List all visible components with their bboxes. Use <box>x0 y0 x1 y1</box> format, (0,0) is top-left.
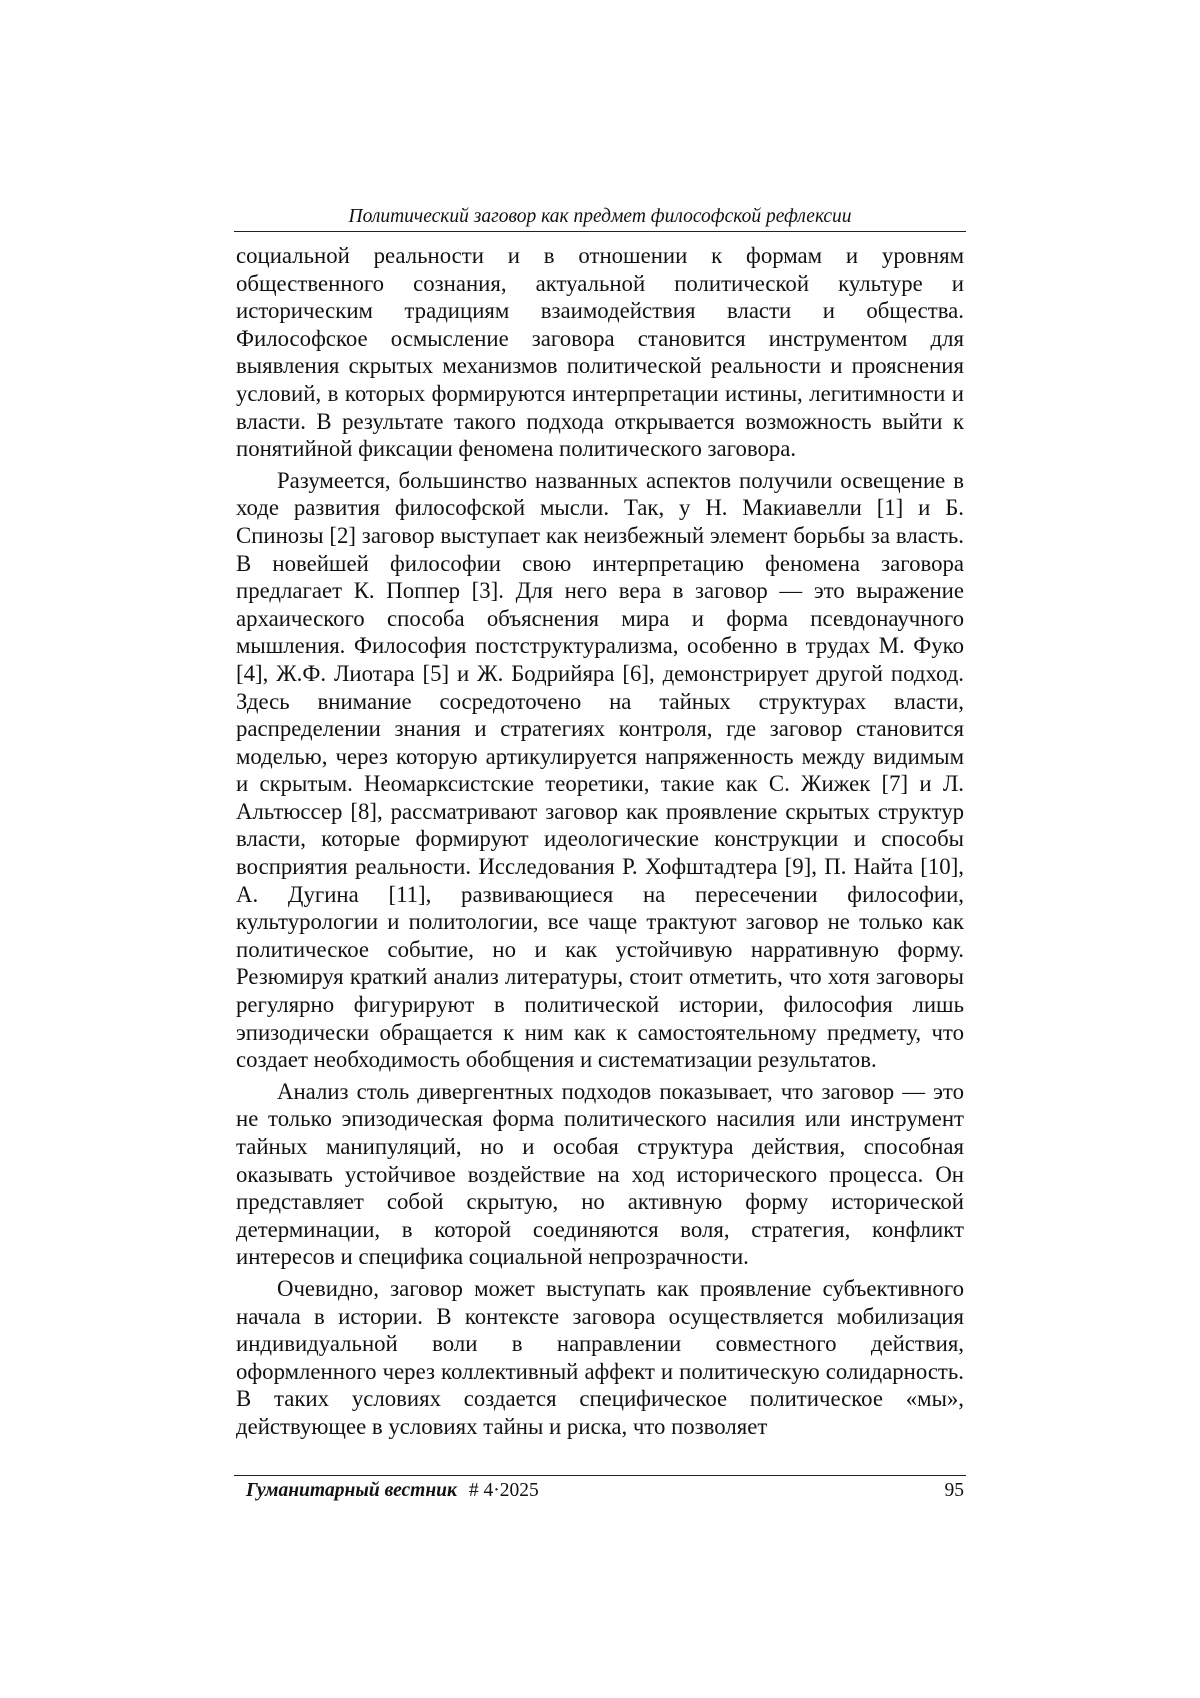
issue-number: # 4·2025 <box>468 1480 539 1501</box>
page-number: 95 <box>944 1480 964 1501</box>
running-header: Политический заговор как предмет философской рефлексии <box>348 206 852 227</box>
paragraph-2: Разумеется, большинство названных аспектов получили освещение в ходе развития философской мысли. Так, у Н. Макиавелли [1] и Б. Спинозы [2] заговор выступает как неизбежный элемент борьбы за власть. В новейшей философии свою интерпретацию феномена заговора предлагает К. Поппер [3]. Для него вера в заговор — это выражение архаического способа объяснения мира и форма псевдонаучного мышления. Философия постструктурализма, особенно в трудах М. Фуко [4], Ж.Ф. Лиотара [5] и Ж. Бодрийяра [6], демонстрирует другой подход. Здесь внимание сосредоточено на тайных структурах власти, распределении знания и стратегиях контроля, где заговор становится моделью, через которую артикулируется напряженность между видимым и скрытым. Неомарксистские теоретики, такие как С. Жижек [7] и Л. Альтюссер [8], рассматривают заговор как проявление скрытых структур власти, которые формируют идеологические конструкции и способы восприятия реальности. Исследования Р. Хофштадтера [9], П. Найта [10], А. Дугина [11], развивающиеся на пересечении философии, культурологии и политологии, все чаще трактуют заговор не только как политическое событие, но и как устойчивую нарративную форму. Резюмируя краткий анализ литературы, стоит отметить, что хотя заговоры регулярно фигурируют в политической истории, философия лишь эпизодически обращается к ним как к самостоятельному предмету, что создает необходимость обобщения и систематизации результатов. <box>236 467 964 1073</box>
paragraph-1: социальной реальности и в отношении к формам и уровням общественного сознания, актуальной политической культуре и историческим традициям взаимодействия власти и общества. Философское осмысление заговора становится инструментом для выявления скрытых механизмов политической реальности и прояснения условий, в которых формируются интерпретации истины, легитимности и власти. В результате такого подхода открывается возможность выйти к понятийной фиксации феномена политического заговора. <box>236 243 964 462</box>
page-footer <box>246 1479 964 1503</box>
article-body <box>236 242 964 1441</box>
paragraph-4: Очевидно, заговор может выступать как проявление субъективного начала в истории. В контексте заговора осуществляется мобилизация индивидуальной воли в направлении совместного действия, оформленного через коллективный аффект и политическую солидарность. В таких условиях создается специфическое политическое «мы», действующее в условиях тайны и риска, что позволяет <box>236 1275 964 1439</box>
footer-divider <box>234 1475 966 1476</box>
footer-journal-info <box>246 1479 539 1503</box>
paragraph-3: Анализ столь дивергентных подходов показывает, что заговор — это не только эпизодическая форма политического насилия или инструмент тайных манипуляций, но и особая структура действия, способная оказывать устойчивое воздействие на ход исторического процесса. Он представляет собой скрытую, но активную форму исторической детерминации, в которой соединяются воля, стратегия, конфликт интересов и специфика социальной непрозрачности. <box>236 1078 964 1270</box>
journal-title: Гуманитарный вестник <box>246 1480 457 1501</box>
header-divider <box>234 231 966 232</box>
